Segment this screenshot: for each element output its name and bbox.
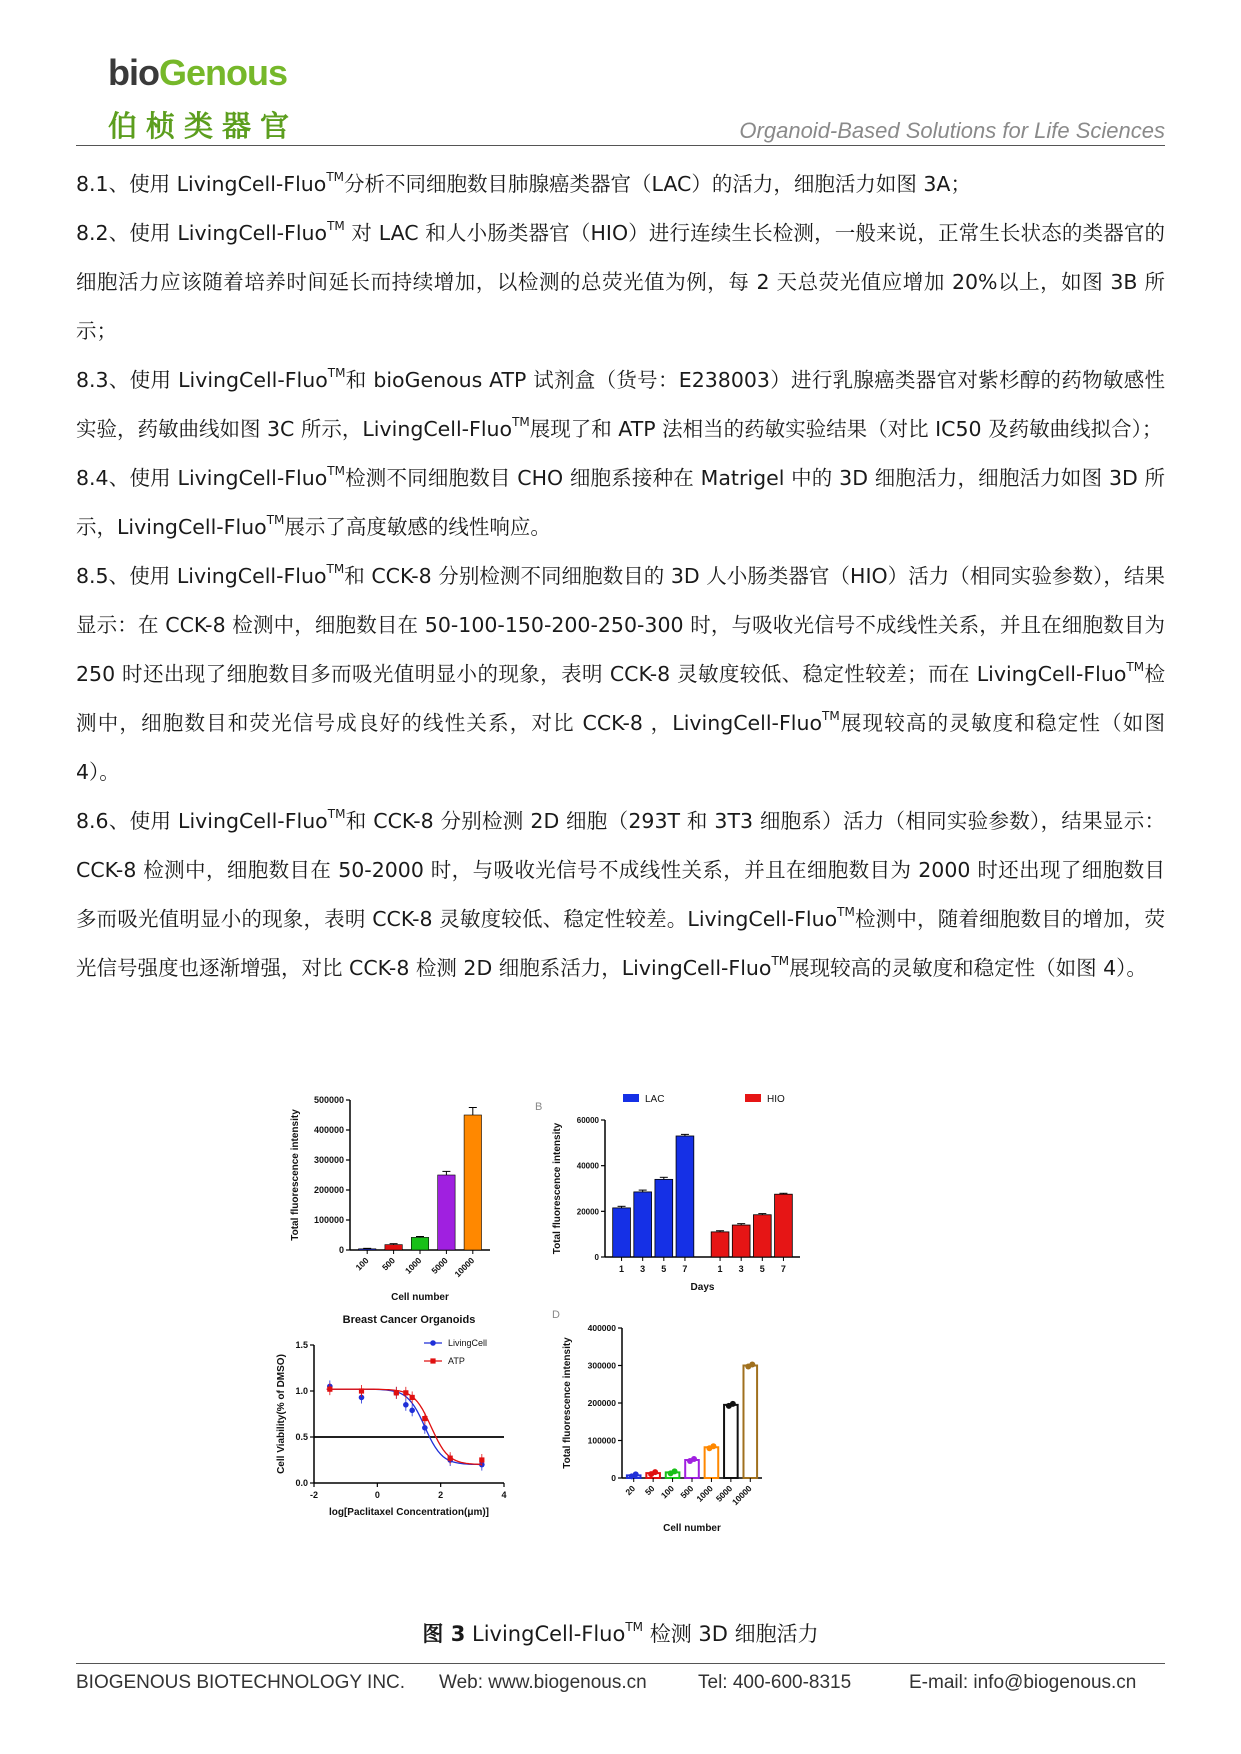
x-tick-label: 7 bbox=[682, 1264, 688, 1274]
x-tick-label: 10000 bbox=[452, 1255, 477, 1280]
footer-company: BIOGENOUS BIOTECHNOLOGY INC. bbox=[76, 1672, 406, 1693]
bar-10000 bbox=[743, 1366, 757, 1479]
legend-label-LAC: LAC bbox=[645, 1094, 665, 1105]
figure-3-charts bbox=[276, 1094, 960, 1620]
x-axis-label: Cell number bbox=[663, 1523, 721, 1534]
y-tick-label: 0 bbox=[611, 1473, 616, 1483]
y-tick-label: 300000 bbox=[587, 1360, 616, 1371]
y-axis-label: Cell Viability(% of DMSO) bbox=[276, 1354, 287, 1474]
data-point bbox=[710, 1443, 716, 1449]
data-point bbox=[749, 1362, 755, 1368]
bar-HIO-day-5 bbox=[753, 1215, 771, 1257]
legend-swatch-HIO bbox=[745, 1094, 761, 1102]
trademark: TM bbox=[821, 709, 840, 724]
x-tick-label: 1000 bbox=[694, 1483, 715, 1504]
logo-part-bio: bio bbox=[108, 52, 159, 93]
x-tick-label: 100 bbox=[658, 1483, 676, 1501]
trademark: TM bbox=[327, 219, 345, 234]
bar-LAC-day-1 bbox=[613, 1208, 631, 1257]
legend-label-ATP: ATP bbox=[448, 1356, 465, 1366]
x-tick-label: 1 bbox=[717, 1264, 723, 1274]
y-tick-label: 60000 bbox=[576, 1116, 599, 1125]
x-tick-label: 5000 bbox=[713, 1483, 735, 1504]
legend-label-HIO: HIO bbox=[767, 1094, 785, 1105]
y-tick-label: 300000 bbox=[313, 1155, 344, 1165]
trademark: TM bbox=[1126, 660, 1145, 675]
paragraph-text: 和 CCK-8 分别检测 2D 细胞（293T 和 3T3 细胞系）活力（相同实验参数），结果显示：CCK-8 检测中，细胞数目在 50-2000 时，与吸收光信号不成线性关系，并且在细胞数目为 2000 时还出现了细胞数目多而吸光值明显小的现象，表明 CCK-8 灵敏度较低、稳定性较差。LivingCell-Fluo bbox=[76, 809, 1165, 931]
figure-3 bbox=[276, 1094, 960, 1620]
y-tick-label: 100000 bbox=[587, 1435, 616, 1446]
x-tick-label: 0 bbox=[374, 1490, 380, 1500]
fit-curve-LivingCell bbox=[327, 1389, 482, 1464]
bar-HIO-day-3 bbox=[732, 1225, 750, 1257]
paragraph-text: 8.2、使用 LivingCell-Fluo bbox=[76, 221, 328, 245]
x-tick-label: 7 bbox=[780, 1264, 786, 1274]
y-tick-label: 0.0 bbox=[295, 1478, 308, 1488]
bar-500 bbox=[385, 1245, 402, 1250]
x-tick-label: 10000 bbox=[729, 1483, 754, 1508]
x-tick-label: -2 bbox=[309, 1490, 319, 1500]
y-axis-label: Total fluorescence intensity bbox=[552, 1122, 563, 1255]
trademark: TM bbox=[327, 464, 345, 479]
bar-1000 bbox=[705, 1447, 719, 1478]
x-tick-label: 1 bbox=[619, 1264, 625, 1274]
logo-chinese: 伯桢类器官 bbox=[108, 109, 299, 143]
y-tick-label: 500000 bbox=[313, 1095, 344, 1105]
paragraph-text: 8.3、使用 LivingCell-Fluo bbox=[76, 368, 328, 392]
trademark: TM bbox=[326, 562, 345, 577]
bar-HIO-day-7 bbox=[775, 1194, 793, 1257]
data-point bbox=[633, 1471, 639, 1477]
y-tick-label: 200000 bbox=[587, 1398, 616, 1408]
figure-caption bbox=[0, 1618, 1241, 1648]
bar-LAC-day-5 bbox=[655, 1179, 673, 1257]
x-axis-label: Cell number bbox=[391, 1292, 449, 1303]
paragraph-text: 检测中，随着细胞数目的增加，荧光信号强度也逐渐增强，对比 CCK-8 检测 2D 细胞系活力，LivingCell-Fluo bbox=[76, 907, 1166, 980]
trademark: TM bbox=[512, 415, 530, 430]
x-tick-label: 2 bbox=[438, 1490, 444, 1500]
caption-text-b: 检测 3D 细胞活力 bbox=[643, 1622, 819, 1646]
paragraph-text: 和 CCK-8 分别检测不同细胞数目的 3D 人小肠类器官（HIO）活力（相同实验参数），结果显示：在 CCK-8 检测中，细胞数目在 50-100-150-200-250-300 时，与吸收光信号不成线性关系，并且在细胞数目为 250 时还出现了细胞数目多而吸光值明显小的现象，表明 CCK-8 灵敏度较低、稳定性较差；而在 LivingCell-Fluo bbox=[76, 564, 1165, 686]
bar-HIO-day-1 bbox=[711, 1232, 729, 1257]
bar-5000 bbox=[438, 1175, 455, 1250]
paragraph-text: 8.5、使用 LivingCell-Fluo bbox=[76, 564, 327, 588]
paragraph-text: 展示了高度敏感的线性响应。 bbox=[284, 515, 551, 539]
header-divider bbox=[76, 145, 1165, 146]
caption-tm: TM bbox=[625, 1620, 644, 1634]
header-tagline: Organoid-Based Solutions for Life Sciences bbox=[739, 118, 1165, 143]
x-tick-label: 5 bbox=[759, 1264, 765, 1274]
footer-web[interactable]: Web: www.biogenous.cn bbox=[439, 1672, 647, 1693]
bar-LAC-day-7 bbox=[676, 1136, 694, 1257]
footer-email[interactable]: E-mail: info@biogenous.cn bbox=[909, 1672, 1137, 1693]
paragraph-3 bbox=[76, 356, 1165, 454]
x-tick-label: 500 bbox=[678, 1483, 696, 1501]
x-axis-label: log[Paclitaxel Concentration(μm)] bbox=[328, 1507, 490, 1518]
legend-marker-LivingCell bbox=[430, 1340, 436, 1346]
paragraph-text: 分析不同细胞数目肺腺癌类器官（LAC）的活力，细胞活力如图 3A； bbox=[344, 172, 971, 196]
panel-label: D bbox=[552, 1309, 560, 1321]
paragraph-text: 展现较高的灵敏度和稳定性（如图 4）。 bbox=[789, 956, 1147, 980]
bar-100 bbox=[358, 1249, 375, 1250]
footer-divider bbox=[76, 1663, 1165, 1664]
trademark: TM bbox=[266, 513, 285, 528]
paragraph-text: 展现较高的灵敏度和稳定性（如图 4）。 bbox=[76, 711, 1166, 784]
trademark: TM bbox=[837, 905, 855, 920]
y-axis-label: Total fluorescence intensity bbox=[562, 1337, 573, 1469]
x-tick-label: 20 bbox=[623, 1483, 638, 1498]
x-tick-label: 3 bbox=[640, 1264, 646, 1274]
paragraph-text: 8.4、使用 LivingCell-Fluo bbox=[76, 466, 328, 490]
legend-label-LivingCell: LivingCell bbox=[448, 1338, 488, 1348]
paragraph-text: 对 LAC 和人小肠类器官（HIO）进行连续生长检测，一般来说，正常生长状态的类器官的细胞活力应该随着培养时间延长而持续增加，以检测的总荧光值为例，每 2 天总荧光值应增加 20%以上，如图 3B 所示； bbox=[76, 221, 1165, 343]
x-tick-label: 50 bbox=[642, 1483, 657, 1498]
logo-part-genous: Genous bbox=[158, 52, 287, 93]
trademark: TM bbox=[771, 954, 790, 969]
y-tick-label: 0 bbox=[594, 1253, 599, 1262]
fit-curve-ATP bbox=[327, 1389, 482, 1464]
paragraph-1 bbox=[76, 160, 1165, 209]
panel-label: B bbox=[535, 1101, 543, 1113]
y-tick-label: 1.0 bbox=[295, 1386, 308, 1396]
bar-1000 bbox=[411, 1237, 428, 1250]
paragraph-text: 展现了和 ATP 法相当的药敏实验结果（对比 IC50 及药敏曲线拟合）； bbox=[529, 417, 1163, 441]
body-text bbox=[76, 160, 1165, 993]
data-point bbox=[730, 1401, 736, 1407]
bar-LAC-day-3 bbox=[634, 1192, 652, 1257]
trademark: TM bbox=[327, 807, 346, 822]
x-tick-label: 100 bbox=[353, 1255, 371, 1273]
chart-title: Breast Cancer Organoids bbox=[342, 1314, 476, 1326]
paragraph-text: 8.6、使用 LivingCell-Fluo bbox=[76, 809, 328, 833]
paragraph-5 bbox=[76, 552, 1165, 797]
paragraph-text: 8.1、使用 LivingCell-Fluo bbox=[76, 172, 327, 196]
data-point bbox=[672, 1468, 678, 1474]
x-axis-label: Days bbox=[690, 1282, 715, 1293]
caption-text-a: LivingCell-Fluo bbox=[465, 1622, 626, 1646]
y-tick-label: 20000 bbox=[576, 1207, 599, 1217]
trademark: TM bbox=[327, 366, 346, 381]
paragraph-6 bbox=[76, 797, 1165, 993]
x-tick-label: 4 bbox=[501, 1490, 507, 1500]
y-tick-label: 0 bbox=[338, 1245, 344, 1255]
data-point bbox=[691, 1456, 697, 1462]
y-tick-label: 200000 bbox=[313, 1185, 344, 1195]
y-tick-label: 400000 bbox=[587, 1323, 616, 1333]
y-tick-label: 100000 bbox=[313, 1215, 344, 1225]
bar-10000 bbox=[464, 1115, 481, 1250]
logo-text bbox=[108, 52, 287, 94]
paragraph-2 bbox=[76, 209, 1165, 356]
data-point bbox=[652, 1469, 658, 1475]
x-tick-label: 1000 bbox=[402, 1255, 424, 1276]
paragraph-text: 检测中，细胞数目和荧光信号成良好的线性关系，对比 CCK-8 ，LivingCell-Fluo bbox=[76, 662, 1165, 735]
legend-marker-ATP bbox=[430, 1358, 435, 1363]
y-tick-label: 40000 bbox=[576, 1161, 599, 1171]
x-tick-label: 5000 bbox=[429, 1255, 450, 1276]
paragraph-4 bbox=[76, 454, 1165, 552]
caption-label: 图 3 bbox=[422, 1622, 466, 1646]
x-tick-label: 5 bbox=[661, 1264, 667, 1274]
trademark: TM bbox=[326, 170, 344, 185]
paragraph-text: 和 bioGenous ATP 试剂盒（货号：E238003）进行乳腺癌类器官对紫杉醇的药物敏感性实验，药敏曲线如图 3C 所示，LivingCell-Fluo bbox=[76, 368, 1165, 441]
legend-swatch-LAC bbox=[623, 1094, 639, 1102]
y-tick-label: 0.5 bbox=[295, 1432, 308, 1442]
bar-5000 bbox=[724, 1405, 738, 1478]
paragraph-text: 检测不同细胞数目 CHO 细胞系接种在 Matrigel 中的 3D 细胞活力，细胞活力如图 3D 所示，LivingCell-Fluo bbox=[76, 466, 1165, 539]
x-tick-label: 3 bbox=[738, 1264, 744, 1274]
y-tick-label: 400000 bbox=[313, 1125, 344, 1135]
y-axis-label: Total fluorescence intensity bbox=[290, 1109, 301, 1241]
y-tick-label: 1.5 bbox=[295, 1340, 308, 1350]
footer-tel: Tel: 400-600-8315 bbox=[698, 1672, 852, 1693]
x-tick-label: 500 bbox=[379, 1255, 398, 1273]
